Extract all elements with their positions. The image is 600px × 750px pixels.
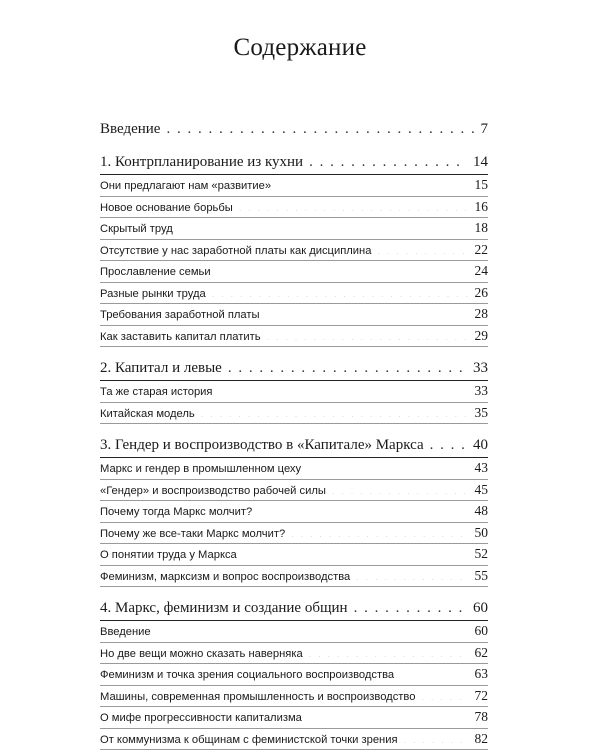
toc-entry-title: Почему тогда Маркс молчит? bbox=[100, 506, 253, 518]
toc-chapter-2 bbox=[100, 357, 488, 424]
toc-entry-title: Почему же все-таки Маркс молчит? bbox=[100, 527, 286, 540]
toc-section-entry[interactable] bbox=[100, 458, 488, 480]
toc-entry-page: 72 bbox=[474, 687, 488, 703]
dot-leader bbox=[258, 504, 468, 515]
toc-section-entry[interactable] bbox=[100, 621, 488, 643]
toc-entry-title: 1. Контрпланирование из кухни bbox=[100, 154, 304, 170]
toc-section-entry[interactable] bbox=[100, 218, 488, 240]
toc-entry-title: Новое основание борьбы bbox=[100, 201, 233, 214]
toc-entry-page: 48 bbox=[474, 503, 488, 518]
dot-leader bbox=[239, 199, 469, 210]
toc-entry-title: Феминизм, марксизм и вопрос воспроизводства bbox=[100, 570, 351, 583]
dot-leader bbox=[219, 384, 469, 395]
toc-section-entry[interactable] bbox=[100, 686, 488, 708]
toc-entry-title: Они предлагают нам «развитие» bbox=[100, 180, 272, 192]
toc-entry-page: 28 bbox=[474, 306, 488, 321]
toc-chapter-1 bbox=[100, 151, 488, 347]
dot-leader bbox=[377, 242, 468, 253]
dot-leader bbox=[309, 151, 467, 166]
toc-section-entry[interactable] bbox=[100, 197, 488, 219]
toc-entry-title: Та же старая история bbox=[100, 386, 213, 398]
toc-entry-page: 33 bbox=[474, 383, 488, 398]
toc-entry-title: От коммунизма к общинам с феминистской точки зрения bbox=[100, 733, 398, 746]
dot-leader bbox=[217, 264, 469, 275]
toc-section-entry[interactable] bbox=[100, 664, 488, 686]
toc-section-entry[interactable] bbox=[100, 381, 488, 403]
toc-section-entry[interactable] bbox=[100, 544, 488, 566]
toc-section-entry[interactable] bbox=[100, 643, 488, 665]
table-of-contents bbox=[100, 118, 488, 750]
toc-entry-title: Разные рынки труда bbox=[100, 287, 206, 300]
toc-entry-page: 14 bbox=[473, 154, 488, 170]
toc-entry-title: Скрытый труд bbox=[100, 223, 173, 235]
toc-section-entry[interactable] bbox=[100, 403, 488, 425]
toc-chapter-3 bbox=[100, 434, 488, 587]
dot-leader bbox=[332, 482, 469, 493]
toc-entry-title: Но две вещи можно сказать наверняка bbox=[100, 647, 303, 660]
toc-entry-title: Китайская модель bbox=[100, 407, 195, 420]
toc-entry-page: 7 bbox=[480, 121, 488, 137]
toc-entry-title: О понятии труда у Маркса bbox=[100, 549, 237, 561]
toc-section-entry[interactable] bbox=[100, 175, 488, 197]
dot-leader bbox=[354, 597, 467, 612]
toc-entry-title: Прославление семьи bbox=[100, 266, 211, 278]
toc-entry-page: 78 bbox=[474, 709, 488, 724]
toc-chapter-heading[interactable] bbox=[100, 357, 488, 381]
dot-leader bbox=[291, 525, 468, 536]
toc-entry-page: 22 bbox=[474, 241, 488, 257]
dot-leader bbox=[430, 434, 467, 449]
toc-entry-page: 55 bbox=[474, 567, 488, 583]
toc-entry-title: 2. Капитал и левые bbox=[100, 360, 222, 376]
toc-chapter-heading[interactable] bbox=[100, 434, 488, 458]
dot-leader bbox=[266, 307, 469, 318]
toc-section-entry[interactable] bbox=[100, 523, 488, 545]
toc-entry-page: 40 bbox=[473, 437, 488, 453]
toc-entry-page: 16 bbox=[474, 198, 488, 214]
toc-entry-page: 50 bbox=[474, 524, 488, 540]
dot-leader bbox=[228, 357, 467, 372]
toc-entry-page: 26 bbox=[474, 284, 488, 300]
page-title: Содержание bbox=[233, 34, 367, 61]
toc-entry-page: 60 bbox=[474, 623, 488, 638]
toc-entry-page: 43 bbox=[474, 460, 488, 475]
toc-chapter-4 bbox=[100, 597, 488, 750]
toc-entry-page: 29 bbox=[474, 327, 488, 343]
toc-section-entry[interactable] bbox=[100, 261, 488, 283]
toc-entry-title: Машины, современная промышленность и воспроизводство bbox=[100, 690, 416, 703]
dot-leader bbox=[166, 118, 474, 133]
dot-leader bbox=[404, 731, 469, 742]
toc-entry-title: Как заставить капитал платить bbox=[100, 330, 261, 343]
toc-entry-title: «Гендер» и воспроизводство рабочей силы bbox=[100, 484, 326, 497]
toc-section-entry[interactable] bbox=[100, 729, 488, 750]
dot-leader bbox=[179, 221, 469, 232]
dot-leader bbox=[277, 178, 468, 189]
toc-entry-title: 3. Гендер и воспроизводство в «Капитале» Маркса bbox=[100, 437, 424, 453]
toc-section-entry[interactable] bbox=[100, 480, 488, 502]
toc-entry-page: 15 bbox=[474, 177, 488, 192]
toc-section-entry[interactable] bbox=[100, 304, 488, 326]
dot-leader bbox=[307, 461, 468, 472]
toc-entry-page: 62 bbox=[474, 644, 488, 660]
dot-leader bbox=[356, 568, 468, 579]
toc-chapter-heading[interactable] bbox=[100, 151, 488, 175]
toc-entry-title: Маркс и гендер в промышленном цеху bbox=[100, 463, 302, 475]
toc-entry-page: 18 bbox=[474, 220, 488, 235]
dot-leader bbox=[157, 624, 469, 635]
dot-leader bbox=[212, 285, 469, 296]
dot-leader bbox=[201, 405, 469, 416]
toc-entry-title: Требования заработной платы bbox=[100, 309, 260, 321]
dot-leader bbox=[308, 710, 469, 721]
dot-leader bbox=[243, 547, 469, 558]
toc-entry-page: 63 bbox=[474, 666, 488, 681]
toc-entry-page: 45 bbox=[474, 481, 488, 497]
toc-section-entry[interactable] bbox=[100, 707, 488, 729]
toc-entry-page: 24 bbox=[474, 263, 488, 278]
toc-entry-title: О мифе прогрессивности капитализма bbox=[100, 712, 302, 724]
dot-leader bbox=[309, 645, 469, 656]
dot-leader bbox=[267, 328, 469, 339]
toc-entry-page: 33 bbox=[473, 360, 488, 376]
toc-section-entry[interactable] bbox=[100, 240, 488, 262]
toc-section-entry[interactable] bbox=[100, 283, 488, 305]
toc-intro-entry[interactable] bbox=[100, 118, 488, 141]
toc-chapter-heading[interactable] bbox=[100, 597, 488, 621]
dot-leader bbox=[421, 688, 468, 699]
toc-entry-title: Феминизм и точка зрения социального воспроизводства bbox=[100, 669, 395, 681]
toc-entry-page: 82 bbox=[474, 730, 488, 746]
toc-entry-title: Введение bbox=[100, 121, 161, 137]
toc-entry-page: 60 bbox=[473, 600, 488, 616]
toc-entry-title: 4. Маркс, феминизм и создание общин bbox=[100, 600, 348, 616]
toc-section-entry[interactable] bbox=[100, 326, 488, 348]
toc-entry-title: Отсутствие у нас заработной платы как дисциплина bbox=[100, 244, 372, 257]
toc-entry-page: 52 bbox=[474, 546, 488, 561]
toc-entry-title: Введение bbox=[100, 626, 151, 638]
toc-entry-page: 35 bbox=[474, 404, 488, 420]
toc-section-entry[interactable] bbox=[100, 501, 488, 523]
toc-section-entry[interactable] bbox=[100, 566, 488, 588]
dot-leader bbox=[400, 667, 468, 678]
